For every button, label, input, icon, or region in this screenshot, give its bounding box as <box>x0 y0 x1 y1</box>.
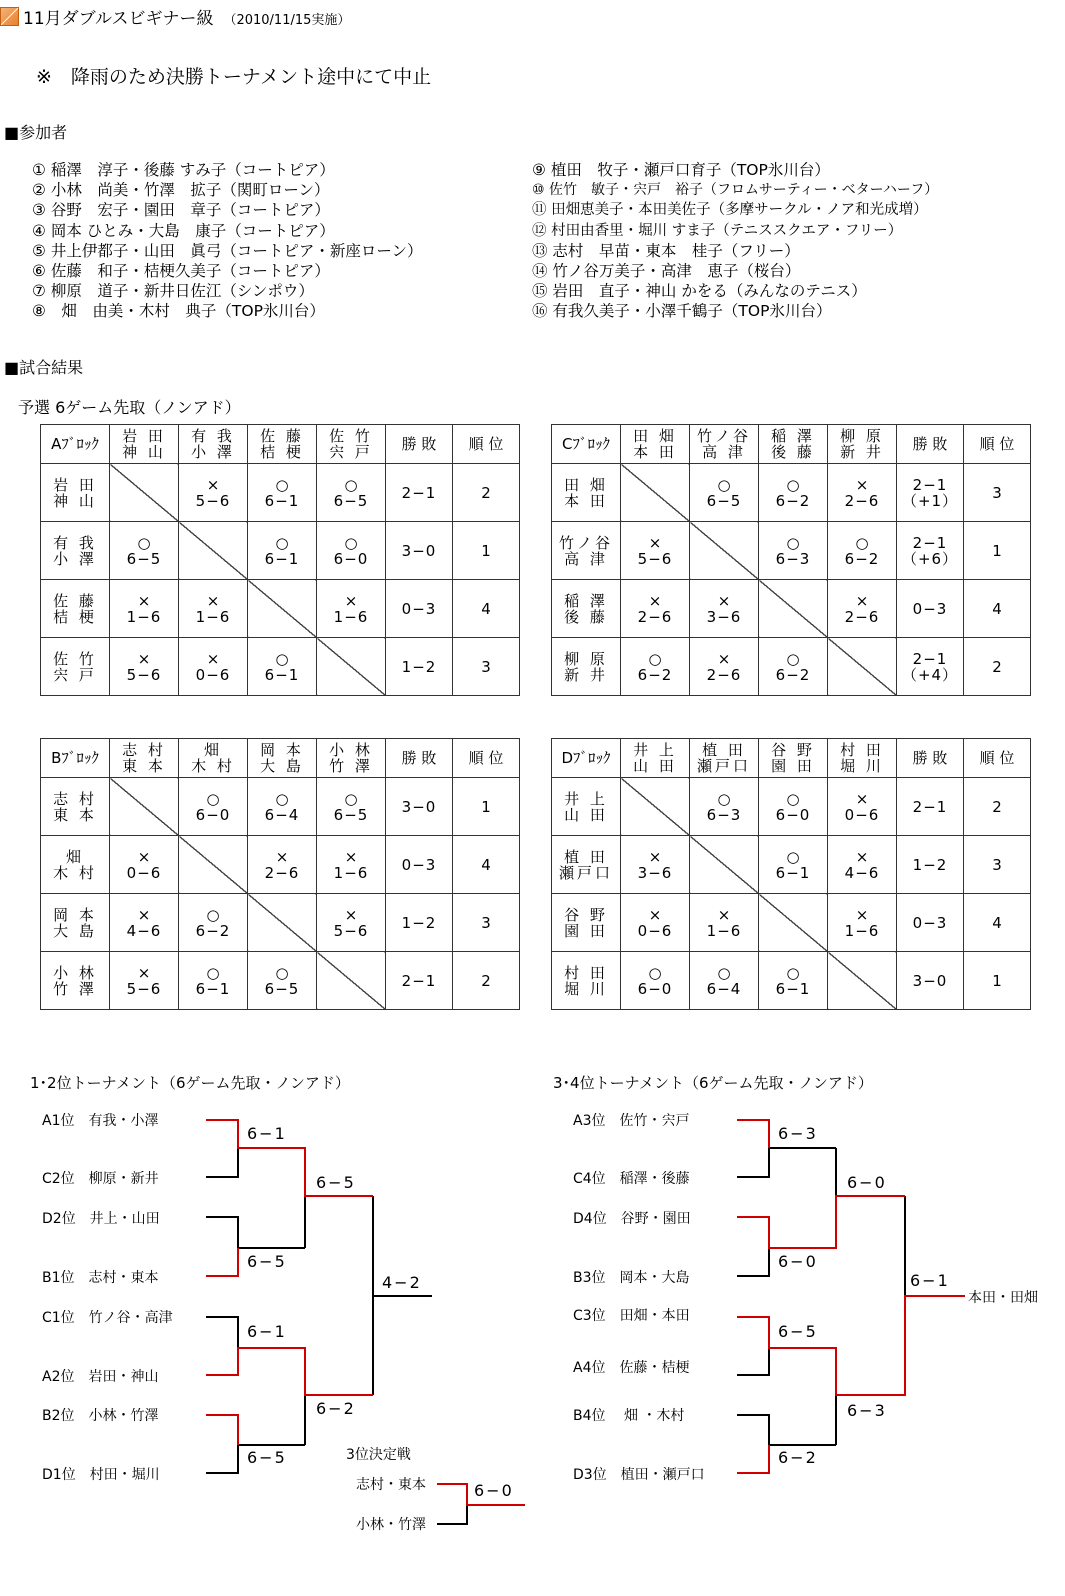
team-name-line: 大 島 <box>260 757 304 775</box>
team-name-line: 瀬戸口 <box>696 757 751 775</box>
result-symbol: ○ <box>275 475 289 494</box>
team-name-line: 志 村 <box>53 789 97 808</box>
match-score: 4−6 <box>844 863 880 882</box>
result-symbol: ○ <box>275 649 289 668</box>
team-name-line: 村 田 <box>840 741 884 759</box>
participant-entry: ⑥ 佐藤 和子・桔梗久美子（コートピア） <box>32 261 330 280</box>
result-symbol: ○ <box>786 847 800 866</box>
page-title: 11月ダブルスビギナー級 （2010/11/15実施） <box>0 4 350 29</box>
participant-entry: ⑬ 志村 早苗・東本 桂子（フリー） <box>532 241 800 260</box>
t34-r1-score: 6−2 <box>778 1448 818 1467</box>
t12-entry: D1位 村田・堀川 <box>42 1467 160 1483</box>
team-name-line: 村 田 <box>564 963 608 982</box>
prelim-heading: 予選 6ゲーム先取（ノンアド） <box>18 398 241 417</box>
t34-entry: D4位 谷野・園田 <box>573 1211 691 1227</box>
match-score: 6−1 <box>264 665 300 684</box>
match-score: 3−6 <box>706 607 742 626</box>
rain-notice: ※ 降雨のため決勝トーナメント途中にて中止 <box>36 66 432 88</box>
participant-entry: ⑦ 柳原 道子・新井日佐江（シンポウ） <box>32 282 314 301</box>
result-symbol: ○ <box>717 789 731 808</box>
rank-cell: 4 <box>453 836 520 894</box>
match-score: 6−3 <box>775 549 811 568</box>
participant-entry: ② 小林 尚美・竹澤 拡子（関町ローン） <box>32 181 330 200</box>
win-loss-value: 0−3 <box>401 599 437 618</box>
win-loss-value: 2−1 <box>401 483 437 502</box>
team-name-line: 山 田 <box>564 805 608 824</box>
participants-heading: ■参加者 <box>4 123 68 142</box>
match-score: 6−4 <box>706 979 742 998</box>
team-name-line: 志 村 <box>122 741 166 759</box>
third-place-title: 3位決定戦 <box>346 1447 411 1463</box>
team-name-line: 有 我 <box>191 427 235 445</box>
result-symbol: × <box>717 905 731 924</box>
result-symbol: × <box>206 649 220 668</box>
match-score: 1−6 <box>195 607 231 626</box>
match-score: 0−6 <box>637 921 673 940</box>
result-symbol: ○ <box>855 533 869 552</box>
result-symbol: ○ <box>717 475 731 494</box>
participant-entry: ⑫ 村田由香里・堀川 すま子（テニススクエア・フリー） <box>532 222 903 239</box>
result-symbol: × <box>648 847 662 866</box>
result-symbol: × <box>648 905 662 924</box>
match-score: 1−6 <box>126 607 162 626</box>
match-score: 0−6 <box>844 805 880 824</box>
win-loss-value: 2−1 <box>912 649 948 668</box>
team-name-line: 高 津 <box>702 443 746 461</box>
result-symbol: × <box>344 905 358 924</box>
team-name-line: 佐 竹 <box>329 427 373 445</box>
rank-header: 順 位 <box>453 425 520 464</box>
match-score: 1−6 <box>333 863 369 882</box>
team-name-line: 岡 本 <box>260 741 304 759</box>
team-name-line: 佐 藤 <box>53 591 97 610</box>
team-name-line: 岩 田 <box>122 427 166 445</box>
result-symbol: ○ <box>648 963 662 982</box>
match-score: 6−2 <box>775 491 811 510</box>
wl-header: 勝 敗 <box>897 739 964 778</box>
result-symbol: ○ <box>786 963 800 982</box>
match-score: 0−6 <box>126 863 162 882</box>
team-name-line: 稲 澤 <box>564 591 608 610</box>
result-symbol: × <box>855 475 869 494</box>
match-score: 6−2 <box>775 665 811 684</box>
t12-entry: A1位 有我・小澤 <box>42 1113 159 1129</box>
t34-entry: B4位 畑 ・木村 <box>573 1408 685 1424</box>
participant-entry: ⑭ 竹ノ谷万美子・高津 恵子（桜台） <box>532 261 801 280</box>
team-name-line: 竹ノ谷 <box>558 533 613 552</box>
participant-entry: ⑤ 井上伊都子・山田 眞弓（コートピア・新座ローン） <box>32 241 423 260</box>
team-name-line: 小 林 <box>329 741 373 759</box>
block-name: Cﾌﾞﾛｯｸ <box>552 425 621 464</box>
t34-winner: 本田・田畑 <box>968 1290 1038 1306</box>
participant-entry: ③ 谷野 宏子・園田 章子（コートピア） <box>32 201 330 220</box>
match-score: 6−5 <box>333 491 369 510</box>
result-symbol: × <box>855 591 869 610</box>
t34-title: 3･4位トーナメント（6ゲーム先取・ノンアド） <box>553 1074 873 1092</box>
team-name-line: 植 田 <box>702 741 746 759</box>
result-symbol: × <box>344 847 358 866</box>
team-name-line: 新 井 <box>564 665 608 684</box>
team-name-line: 新 井 <box>840 443 884 461</box>
rank-cell: 3 <box>964 464 1031 522</box>
win-loss-value: 0−3 <box>912 599 948 618</box>
match-score: 2−6 <box>844 607 880 626</box>
result-symbol: × <box>855 905 869 924</box>
match-score: 6−5 <box>706 491 742 510</box>
result-symbol: × <box>648 533 662 552</box>
win-loss-value: 3−0 <box>401 797 437 816</box>
team-name-line: 柳 原 <box>564 649 608 668</box>
team-name-line: 堀 川 <box>840 757 884 775</box>
rank-cell: 2 <box>964 638 1031 696</box>
team-name-line: 神 山 <box>122 443 166 461</box>
match-score: 6−1 <box>775 863 811 882</box>
match-score: 1−6 <box>333 607 369 626</box>
match-score: 0−6 <box>195 665 231 684</box>
win-loss-value: 1−2 <box>401 657 437 676</box>
result-symbol: × <box>648 591 662 610</box>
match-score: 5−6 <box>195 491 231 510</box>
wl-header: 勝 敗 <box>897 425 964 464</box>
team-name-line: 山 田 <box>633 757 677 775</box>
participant-entry: ⑮ 岩田 直子・神山 かをる（みんなのテニス） <box>532 282 867 301</box>
team-name-line: 有 我 <box>53 533 97 552</box>
team-name-line: 本 田 <box>564 491 608 510</box>
t12-entry: A2位 岩田・神山 <box>42 1369 159 1385</box>
result-symbol: × <box>855 789 869 808</box>
team-name-line: 田 畑 <box>633 427 677 445</box>
result-symbol: ○ <box>275 963 289 982</box>
rank-cell: 3 <box>964 836 1031 894</box>
win-loss-value: （+4） <box>901 665 959 684</box>
t12-r1-score: 6−5 <box>247 1252 287 1271</box>
match-score: 6−0 <box>637 979 673 998</box>
team-name-line: 岡 本 <box>53 905 97 924</box>
team-name-line: 本 田 <box>633 443 677 461</box>
win-loss-value: 0−3 <box>912 913 948 932</box>
block-name: Dﾌﾞﾛｯｸ <box>552 739 621 778</box>
team-name-line: 柳 原 <box>840 427 884 445</box>
t12-entry: C1位 竹ノ谷・高津 <box>42 1310 173 1326</box>
match-score: 4−6 <box>126 921 162 940</box>
match-score: 6−0 <box>333 549 369 568</box>
match-score: 6−0 <box>775 805 811 824</box>
match-score: 5−6 <box>126 979 162 998</box>
team-name-line: 谷 野 <box>771 741 815 759</box>
match-score: 6−2 <box>844 549 880 568</box>
match-score: 2−6 <box>264 863 300 882</box>
rank-cell: 3 <box>453 638 520 696</box>
t34-entry: A3位 佐竹・宍戸 <box>573 1113 690 1129</box>
match-score: 6−4 <box>264 805 300 824</box>
result-symbol: × <box>717 649 731 668</box>
t12-entry: D2位 井上・山田 <box>42 1211 160 1227</box>
t34-r2-score: 6−0 <box>847 1173 887 1192</box>
result-symbol: ○ <box>786 789 800 808</box>
result-symbol: ○ <box>786 649 800 668</box>
match-score: 6−2 <box>637 665 673 684</box>
result-symbol: × <box>137 905 151 924</box>
team-name-line: 宍 戸 <box>329 443 373 461</box>
t34-final-score: 6−1 <box>910 1271 950 1290</box>
rank-cell: 2 <box>453 464 520 522</box>
rank-header: 順 位 <box>964 425 1031 464</box>
rank-cell: 2 <box>964 778 1031 836</box>
team-name-line: 大 島 <box>53 921 97 940</box>
team-name-line: 小 澤 <box>53 549 97 568</box>
team-name-line: 園 田 <box>564 921 608 940</box>
t12-r1-score: 6−1 <box>247 1322 287 1341</box>
match-score: 6−1 <box>264 549 300 568</box>
match-score: 5−6 <box>126 665 162 684</box>
team-name-line: 井 上 <box>564 789 608 808</box>
team-name-line: 小 澤 <box>191 443 235 461</box>
t12-title: 1･2位トーナメント（6ゲーム先取・ノンアド） <box>30 1074 350 1092</box>
team-name-line: 木 村 <box>191 757 235 775</box>
match-score: 3−6 <box>637 863 673 882</box>
result-symbol: ○ <box>206 789 220 808</box>
team-name-line: 畑 <box>203 741 222 759</box>
participant-entry: ⑯ 有我久美子・小澤千鶴子（TOP氷川台） <box>532 302 832 321</box>
win-loss-value: （+1） <box>901 491 959 510</box>
participant-entry: ⑧ 畑 由美・木村 典子（TOP氷川台） <box>32 302 325 321</box>
match-score: 2−6 <box>706 665 742 684</box>
match-score: 6−5 <box>126 549 162 568</box>
block-name: Bﾌﾞﾛｯｸ <box>41 739 110 778</box>
t34-entry: C4位 稲澤・後藤 <box>573 1171 690 1187</box>
result-symbol: ○ <box>344 533 358 552</box>
win-loss-value: 0−3 <box>401 855 437 874</box>
t34-r1-score: 6−5 <box>778 1322 818 1341</box>
team-name-line: 東 本 <box>53 805 97 824</box>
match-score: 1−6 <box>706 921 742 940</box>
team-name-line: 堀 川 <box>564 979 608 998</box>
t12-r2-score: 6−5 <box>316 1173 356 1192</box>
participant-entry: ⑨ 植田 牧子・瀬戸口育子（TOP氷川台） <box>532 161 830 179</box>
result-symbol: ○ <box>137 533 151 552</box>
result-symbol: ○ <box>275 789 289 808</box>
participant-entry: ⑪ 田畑恵美子・本田美佐子（多摩サークル・ノア和光成増） <box>532 202 928 219</box>
team-name-line: 岩 田 <box>53 475 97 494</box>
result-symbol: ○ <box>786 475 800 494</box>
result-symbol: ○ <box>344 789 358 808</box>
team-name-line: 竹 澤 <box>53 979 97 998</box>
team-name-line: 井 上 <box>633 741 677 759</box>
team-name-line: 桔 梗 <box>53 607 97 626</box>
win-loss-value: 1−2 <box>912 855 948 874</box>
result-symbol: ○ <box>206 963 220 982</box>
result-symbol: × <box>206 591 220 610</box>
block-name: Aﾌﾞﾛｯｸ <box>41 425 110 464</box>
result-symbol: ○ <box>344 475 358 494</box>
result-symbol: ○ <box>786 533 800 552</box>
match-score: 5−6 <box>333 921 369 940</box>
rank-cell: 4 <box>453 580 520 638</box>
result-symbol: × <box>344 591 358 610</box>
match-score: 6−1 <box>195 979 231 998</box>
rank-cell: 4 <box>964 580 1031 638</box>
result-symbol: × <box>855 847 869 866</box>
t12-final-score: 4−2 <box>382 1273 422 1292</box>
team-name-line: 小 林 <box>53 963 97 982</box>
match-score: 6−5 <box>333 805 369 824</box>
result-symbol: × <box>137 649 151 668</box>
t12-r1-score: 6−1 <box>247 1124 287 1143</box>
team-name-line: 後 藤 <box>771 443 815 461</box>
rank-cell: 1 <box>453 522 520 580</box>
result-symbol: ○ <box>206 905 220 924</box>
result-symbol: ○ <box>275 533 289 552</box>
t12-entry: B1位 志村・東本 <box>42 1270 159 1286</box>
result-symbol: × <box>275 847 289 866</box>
rank-cell: 1 <box>964 952 1031 1010</box>
rank-cell: 4 <box>964 894 1031 952</box>
win-loss-value: 2−1 <box>912 797 948 816</box>
t34-entry: D3位 植田・瀬戸口 <box>573 1467 705 1483</box>
team-name-line: 高 津 <box>564 549 608 568</box>
win-loss-value: 3−0 <box>401 541 437 560</box>
match-score: 6−3 <box>706 805 742 824</box>
participant-entry: ④ 岡本 ひとみ・大島 康子（コートピア） <box>32 221 335 240</box>
team-name-line: 後 藤 <box>564 607 608 626</box>
rank-header: 順 位 <box>964 739 1031 778</box>
match-score: 6−0 <box>195 805 231 824</box>
wl-header: 勝 敗 <box>386 739 453 778</box>
results-heading: ■試合結果 <box>4 358 84 377</box>
t34-entry: B3位 岡本・大島 <box>573 1270 690 1286</box>
t12-r1-score: 6−5 <box>247 1448 287 1467</box>
third-score: 6−0 <box>474 1481 514 1500</box>
team-name-line: 佐 竹 <box>53 649 97 668</box>
match-score: 6−1 <box>775 979 811 998</box>
team-name-line: 木 村 <box>53 863 97 882</box>
t34-r2-score: 6−3 <box>847 1401 887 1420</box>
result-symbol: × <box>206 475 220 494</box>
result-symbol: ○ <box>717 963 731 982</box>
team-name-line: 谷 野 <box>564 905 608 924</box>
match-score: 2−6 <box>844 491 880 510</box>
rank-cell: 3 <box>453 894 520 952</box>
win-loss-value: 2−1 <box>912 533 948 552</box>
team-name-line: 竹 澤 <box>329 757 373 775</box>
rank-header: 順 位 <box>453 739 520 778</box>
result-symbol: × <box>137 847 151 866</box>
team-name-line: 園 田 <box>771 757 815 775</box>
result-symbol: × <box>137 963 151 982</box>
t34-r1-score: 6−3 <box>778 1124 818 1143</box>
t12-entry: C2位 柳原・新井 <box>42 1171 159 1187</box>
match-score: 1−6 <box>844 921 880 940</box>
team-name-line: 神 山 <box>53 491 97 510</box>
team-name-line: 稲 澤 <box>771 427 815 445</box>
team-name-line: 植 田 <box>564 847 608 866</box>
win-loss-value: 2−1 <box>912 475 948 494</box>
third-entry: 小林・竹澤 <box>356 1517 426 1533</box>
result-symbol: × <box>717 591 731 610</box>
match-score: 6−5 <box>264 979 300 998</box>
win-loss-value: 3−0 <box>912 971 948 990</box>
third-entry: 志村・東本 <box>356 1477 426 1493</box>
t34-entry: C3位 田畑・本田 <box>573 1308 690 1324</box>
rank-cell: 1 <box>964 522 1031 580</box>
match-score: 6−1 <box>264 491 300 510</box>
participant-entry: ⑩ 佐竹 敏子・宍戸 裕子（フロムサーティー・ベターハーフ） <box>532 182 939 199</box>
match-score: 6−2 <box>195 921 231 940</box>
match-score: 5−6 <box>637 549 673 568</box>
t34-r1-score: 6−0 <box>778 1252 818 1271</box>
team-name-line: 田 畑 <box>564 475 608 494</box>
team-name-line: 竹ノ谷 <box>696 427 751 445</box>
t34-entry: A4位 佐藤・桔梗 <box>573 1360 690 1376</box>
event-date: （2010/11/15実施） <box>223 13 351 28</box>
win-loss-value: 1−2 <box>401 913 437 932</box>
team-name-line: 畑 <box>65 847 84 866</box>
t12-entry: B2位 小林・竹澤 <box>42 1408 159 1424</box>
team-name-line: 瀬戸口 <box>558 863 613 882</box>
participant-entry: ① 稲澤 淳子・後藤 すみ子（コートピア） <box>32 161 335 179</box>
win-loss-value: 2−1 <box>401 971 437 990</box>
match-score: 2−6 <box>637 607 673 626</box>
t12-r2-score: 6−2 <box>316 1399 356 1418</box>
team-name-line: 東 本 <box>122 757 166 775</box>
team-name-line: 桔 梗 <box>260 443 304 461</box>
win-loss-value: （+6） <box>901 549 959 568</box>
rank-cell: 2 <box>453 952 520 1010</box>
team-name-line: 宍 戸 <box>53 665 97 684</box>
result-symbol: × <box>137 591 151 610</box>
wl-header: 勝 敗 <box>386 425 453 464</box>
team-name-line: 佐 藤 <box>260 427 304 445</box>
result-symbol: ○ <box>648 649 662 668</box>
rank-cell: 1 <box>453 778 520 836</box>
